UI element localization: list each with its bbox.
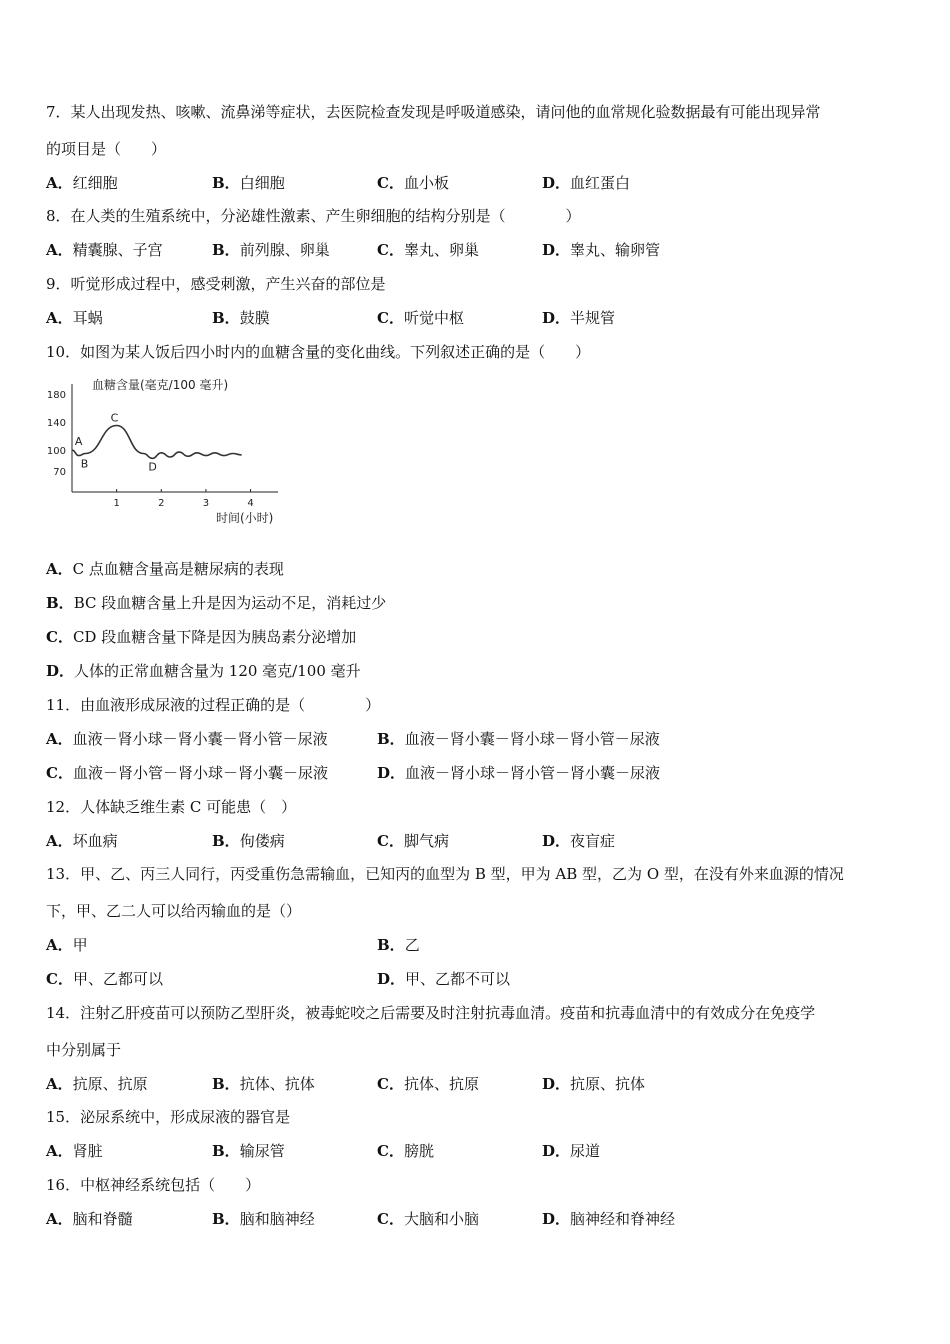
x-tick-label: 2 [158, 498, 165, 509]
options-15 [46, 1141, 908, 1161]
question-8 [46, 206, 908, 226]
question-number: 11． [46, 696, 81, 714]
options-8 [46, 240, 908, 260]
question-text: 某人出现发热、咳嗽、流鼻涕等症状，去医院检查发现是呼吸道感染，请问他的血常规化验数据最有可能出现异常 [70, 103, 821, 121]
point-label-b: B [80, 457, 89, 471]
option-b[interactable]: B．血液－肾小囊－肾小球－肾小管－尿液 [377, 730, 660, 748]
question-9 [46, 274, 908, 294]
option-a[interactable]: A．耳蜗 [46, 309, 103, 327]
option-d[interactable]: D．尿道 [542, 1142, 601, 1160]
options-13-row1 [46, 935, 908, 955]
option-a[interactable]: A．血液－肾小球－肾小囊－肾小管－尿液 [46, 730, 328, 748]
option-d[interactable]: D．脑神经和脊神经 [542, 1210, 676, 1228]
x-tick-label: 4 [247, 498, 254, 509]
point-label-c: C [110, 411, 119, 425]
x-axis-label: 时间(小时) [216, 511, 274, 525]
option-c[interactable]: C．脚气病 [377, 832, 449, 850]
option-10-c[interactable]: C．CD 段血糖含量下降是因为胰岛素分泌增加 [46, 628, 357, 646]
option-c[interactable]: C．睾丸、卵巢 [377, 241, 479, 259]
option-10-d[interactable]: D．人体的正常血糖含量为 120 毫克/100 毫升 [46, 662, 361, 680]
option-b[interactable]: B．鼓膜 [212, 309, 270, 327]
question-number: 10． [46, 343, 81, 361]
y-tick-label: 180 [46, 390, 66, 401]
option-b[interactable]: B．乙 [377, 936, 420, 954]
question-text-cont: 下，甲、乙二人可以给丙输血的是（） [46, 902, 302, 920]
question-10 [46, 342, 908, 362]
option-d[interactable]: D．抗原、抗体 [542, 1075, 646, 1093]
option-d[interactable]: D．半规管 [542, 309, 616, 327]
question-text-cont: 中分别属于 [46, 1041, 122, 1059]
question-number: 14． [46, 1004, 81, 1022]
options-13-row2 [46, 969, 908, 989]
question-text-cont: 的项目是（ ） [46, 140, 167, 158]
question-14-cont [46, 1040, 908, 1060]
option-10-b[interactable]: B．BC 段血糖含量上升是因为运动不足，消耗过少 [46, 594, 387, 612]
option-a[interactable]: A．精囊腺、子宫 [46, 241, 163, 259]
y-tick-label: 140 [46, 418, 66, 429]
question-number: 15． [46, 1108, 81, 1126]
option-c[interactable]: C．血小板 [377, 174, 449, 192]
option-d[interactable]: D．睾丸、输卵管 [542, 241, 661, 259]
question-number: 16． [46, 1176, 81, 1194]
option-b[interactable]: B．输尿管 [212, 1142, 285, 1160]
question-text: 甲、乙、丙三人同行，丙受重伤急需输血，已知丙的血型为 B 型，甲为 AB 型，乙为 O 型，在没有外来血源的情况 [80, 865, 844, 883]
option-c[interactable]: C．大脑和小脑 [377, 1210, 479, 1228]
options-11-row2 [46, 763, 908, 783]
y-tick-label: 100 [46, 446, 66, 457]
question-16 [46, 1175, 908, 1195]
x-tick-label: 3 [202, 498, 210, 509]
option-a[interactable]: A．甲 [46, 936, 88, 954]
question-number: 13． [46, 865, 81, 883]
question-15 [46, 1107, 908, 1127]
question-number: 7． [46, 103, 71, 121]
option-a[interactable]: A．红细胞 [46, 174, 118, 192]
question-13-cont [46, 901, 908, 921]
option-a[interactable]: A．脑和脊髓 [46, 1210, 133, 1228]
option-a[interactable]: A．抗原、抗原 [46, 1075, 148, 1093]
question-text: 在人类的生殖系统中，分泌雄性激素、产生卵细胞的结构分别是（ ） [70, 207, 581, 225]
option-d[interactable]: D．甲、乙都不可以 [377, 970, 511, 988]
option-b[interactable]: B．佝偻病 [212, 832, 285, 850]
question-number: 9． [46, 275, 71, 293]
question-13 [46, 864, 908, 884]
option-b[interactable]: B．脑和脑神经 [212, 1210, 315, 1228]
option-c[interactable]: C．抗体、抗原 [377, 1075, 479, 1093]
question-text: 人体缺乏维生素 C 可能患（ ） [80, 798, 297, 816]
options-7 [46, 173, 908, 193]
question-number: 8． [46, 207, 71, 225]
question-number: 12． [46, 798, 81, 816]
question-text: 听觉形成过程中，感受刺激，产生兴奋的部位是 [70, 275, 386, 293]
option-b[interactable]: B．前列腺、卵巢 [212, 241, 330, 259]
question-text: 中枢神经系统包括（ ） [80, 1176, 261, 1194]
option-d[interactable]: D．血液－肾小球－肾小管－肾小囊－尿液 [377, 764, 661, 782]
question-text: 如图为某人饭后四小时内的血糖含量的变化曲线。下列叙述正确的是（ ） [80, 343, 591, 361]
option-d[interactable]: D．血红蛋白 [542, 174, 631, 192]
y-axis-label: 血糖含量(毫克/100 毫升) [92, 378, 229, 392]
option-c[interactable]: C．听觉中枢 [377, 309, 464, 327]
option-c[interactable]: C．血液－肾小管－肾小球－肾小囊－尿液 [46, 764, 328, 782]
x-tick-label: 1 [113, 498, 120, 509]
question-text: 注射乙肝疫苗可以预防乙型肝炎，被毒蛇咬之后需要及时注射抗毒血清。疫苗和抗毒血清中的有效成分在免疫学 [80, 1004, 816, 1022]
point-label-a: A [74, 435, 83, 449]
blood-sugar-chart [46, 372, 306, 532]
question-7-cont [46, 139, 908, 159]
options-11-row1 [46, 729, 908, 749]
option-d[interactable]: D．夜盲症 [542, 832, 616, 850]
question-text: 泌尿系统中，形成尿液的器官是 [80, 1108, 291, 1126]
options-16 [46, 1209, 908, 1229]
y-tick-label: 70 [53, 467, 66, 478]
question-7 [46, 102, 908, 122]
question-text: 由血液形成尿液的过程正确的是（ ） [80, 696, 381, 714]
option-a[interactable]: A．肾脏 [46, 1142, 103, 1160]
question-12 [46, 797, 908, 817]
options-12 [46, 831, 908, 851]
option-b[interactable]: B．抗体、抗体 [212, 1075, 315, 1093]
options-9 [46, 308, 908, 328]
blood-sugar-curve [72, 426, 242, 459]
option-10-a[interactable]: A．C 点血糖含量高是糖尿病的表现 [46, 560, 284, 578]
option-a[interactable]: A．坏血病 [46, 832, 118, 850]
question-14 [46, 1003, 908, 1023]
question-11 [46, 695, 908, 715]
options-14 [46, 1074, 908, 1094]
option-b[interactable]: B．白细胞 [212, 174, 285, 192]
option-c[interactable]: C．膀胱 [377, 1142, 434, 1160]
option-c[interactable]: C．甲、乙都可以 [46, 970, 163, 988]
point-label-d: D [148, 460, 157, 474]
